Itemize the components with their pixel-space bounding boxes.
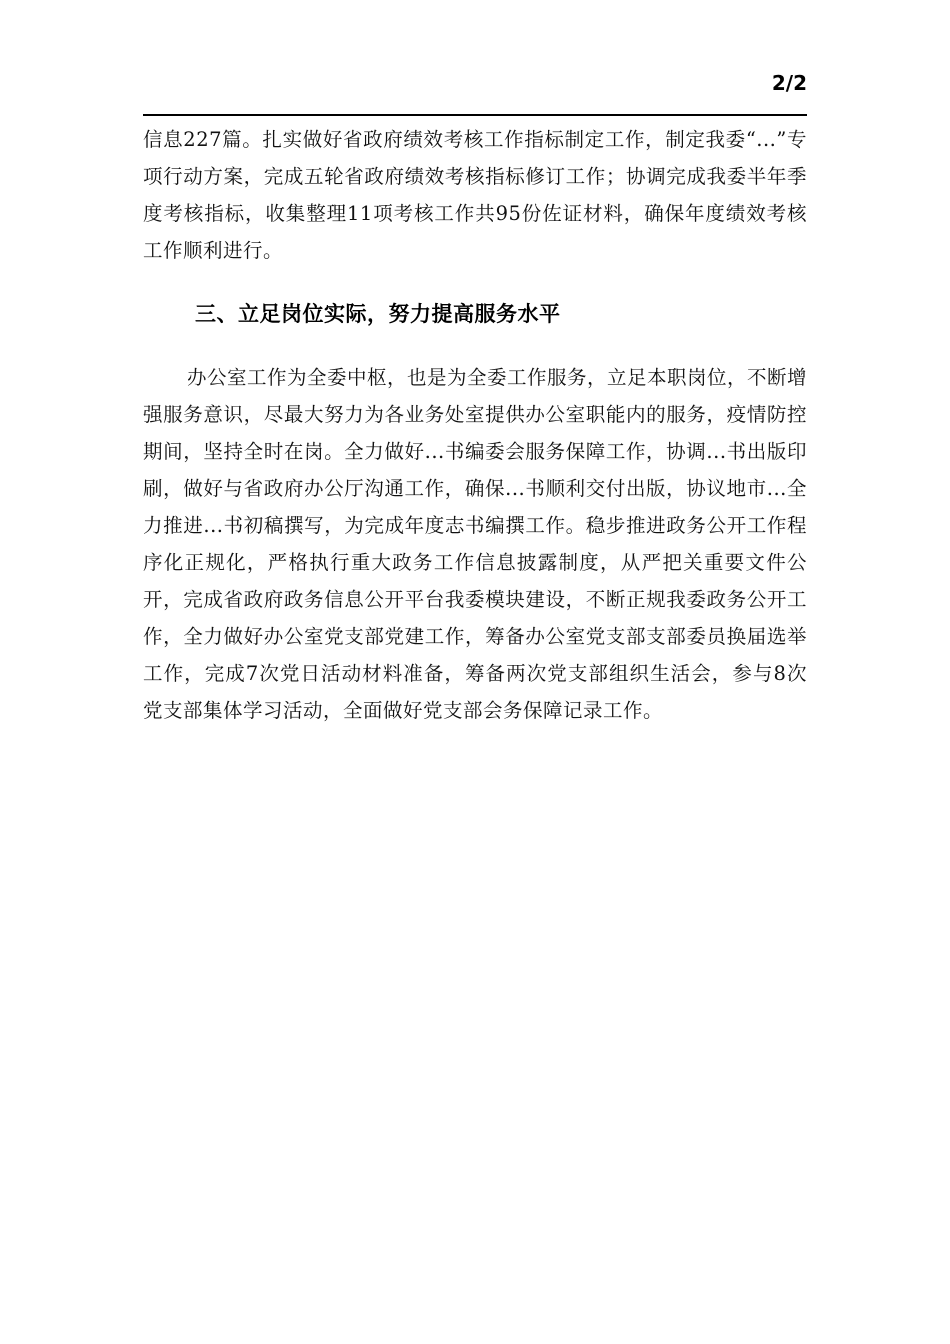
- section-heading: 三、立足岗位实际，努力提高服务水平: [195, 302, 561, 326]
- header-rule: [143, 114, 807, 116]
- page-number: 2/2: [771, 71, 807, 95]
- paragraph-continued: 信息227篇。扎实做好省政府绩效考核工作指标制定工作，制定我委“...”专项行动方案，完成五轮省政府绩效考核指标修订工作；协调完成我委半年季度考核指标，收集整理11项考核工作共95份佐证材料，确保年度绩效考核工作顺利进行。: [143, 128, 807, 262]
- paragraph-service: 办公室工作为全委中枢，也是为全委工作服务，立足本职岗位，不断增强服务意识，尽最大努力为各业务处室提供办公室职能内的服务，疫情防控期间，坚持全时在岗。全力做好...书编委会服务保障工作，协调...书出版印刷，做好与省政府办公厅沟通工作，确保...书顺利交付出版，协议地市...全力推进...书初稿撰写，为完成年度志书编撰工作。稳步推进政务公开工作程序化正规化，严格执行重大政务工作信息披露制度，从严把关重要文件公开，完成省政府政务信息公开平台我委模块建设，不断正规我委政务公开工作，全力做好办公室党支部党建工作，筹备办公室党支部支部委员换届选举工作，完成7次党日活动材料准备，筹备两次党支部组织生活会，参与8次党支部集体学习活动，全面做好党支部会务保障记录工作。: [143, 366, 808, 722]
